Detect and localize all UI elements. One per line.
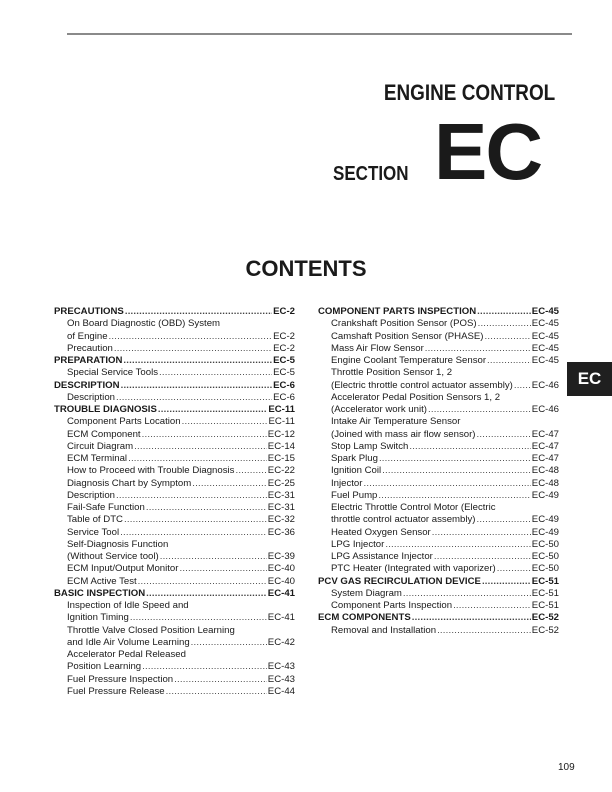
toc-entry-page: EC-49 [531, 489, 559, 501]
toc-entry-page: EC-43 [267, 661, 295, 673]
toc-entry-page: EC-5 [273, 367, 295, 379]
dot-leader [166, 686, 267, 698]
toc-entry-label: PTC Heater (Integrated with vaporizer) [331, 563, 496, 575]
toc-entry-page: EC-48 [531, 465, 559, 477]
toc-entry-page: EC-50 [531, 538, 559, 550]
toc-entry[interactable] [318, 429, 559, 441]
toc-entry-page: EC-11 [268, 404, 295, 415]
toc-entry-label: On Board Diagnostic (OBD) System [67, 318, 221, 330]
toc-entry [318, 392, 559, 404]
toc-entry-page: EC-22 [267, 465, 295, 477]
dot-leader [120, 527, 267, 539]
toc-entry[interactable] [318, 453, 559, 465]
toc-entry-page: EC-36 [267, 526, 295, 538]
toc-entry-label: TROUBLE DIAGNOSIS [54, 404, 157, 415]
toc-entry[interactable] [54, 441, 295, 453]
dot-leader [158, 404, 267, 416]
toc-entry-label: Mass Air Flow Sensor [331, 342, 424, 354]
toc-entry-page: EC-40 [267, 575, 295, 587]
toc-entry-label: Stop Lamp Switch [331, 440, 409, 452]
toc-entry-page: EC-45 [531, 355, 559, 366]
toc-entry [54, 649, 295, 661]
toc-entry[interactable] [54, 331, 295, 343]
toc-entry[interactable] [54, 367, 295, 379]
dot-leader [514, 380, 531, 392]
toc-entry[interactable] [318, 478, 559, 490]
toc-entry-page: EC-49 [531, 526, 559, 538]
toc-entry-label: Fuel Pump [331, 489, 378, 501]
toc-entry-page: EC-5 [273, 355, 295, 366]
section-code: EC [434, 107, 542, 196]
toc-entry-page: EC-46 [531, 404, 559, 415]
toc-entry-label: ECM Input/Output Monitor [67, 563, 179, 575]
toc-entry[interactable] [318, 490, 559, 502]
toc-entry [54, 625, 295, 637]
dot-leader [114, 343, 272, 355]
toc-entry[interactable] [54, 502, 295, 514]
toc-entry[interactable] [54, 453, 295, 465]
dot-leader [146, 502, 267, 514]
toc-entry[interactable] [54, 404, 295, 416]
toc-entry-label: LPG Assistance Injector [331, 551, 433, 562]
toc-entry-label: Fuel Pressure Inspection [67, 673, 174, 685]
dot-leader [403, 588, 531, 600]
toc-entry-label: How to Proceed with Trouble Diagnosis [67, 465, 235, 477]
dot-leader [179, 563, 266, 575]
toc-entry[interactable] [318, 539, 559, 551]
toc-entry [318, 367, 559, 379]
toc-entry-label: Precaution [67, 342, 113, 354]
toc-entry-page: EC-47 [531, 440, 559, 452]
toc-entry[interactable] [54, 355, 295, 367]
dot-leader [437, 625, 531, 637]
dot-leader [477, 514, 531, 526]
dot-leader [182, 416, 268, 428]
dot-leader [109, 331, 273, 343]
toc-entry-label: Electric Throttle Control Motor (Electric [331, 502, 496, 513]
toc-entry[interactable] [318, 551, 559, 563]
toc-entry[interactable] [318, 612, 559, 624]
toc-entry-label: Table of DTC [67, 514, 123, 526]
toc-entry [54, 318, 295, 330]
toc-entry-label: Accelerator Pedal Position Sensors 1, 2 [331, 391, 501, 403]
dot-leader [379, 453, 531, 465]
toc-entry[interactable] [54, 380, 295, 392]
toc-entry-label: Fail-Safe Function [67, 502, 145, 513]
toc-entry[interactable] [54, 563, 295, 575]
toc-entry-page: EC-42 [267, 636, 295, 648]
toc-entry-page: EC-12 [267, 428, 295, 440]
toc-entry-label: Throttle Position Sensor 1, 2 [331, 367, 453, 379]
toc-entry-page: EC-25 [267, 477, 295, 489]
dot-leader [497, 563, 531, 575]
toc-entry-label: (Joined with mass air flow sensor) [331, 428, 476, 440]
toc-entry[interactable] [318, 441, 559, 453]
toc-entry-page: EC-2 [273, 330, 295, 342]
toc-entry-label: Spark Plug [331, 453, 378, 464]
dot-leader [191, 637, 267, 649]
toc-entry[interactable] [54, 661, 295, 673]
toc-entry-page: EC-50 [531, 563, 559, 575]
dot-leader [412, 612, 531, 624]
toc-entry[interactable] [318, 600, 559, 612]
toc-entry[interactable] [54, 637, 295, 649]
toc-entry-page: EC-46 [531, 379, 559, 391]
toc-entry-label: DESCRIPTION [54, 379, 120, 391]
section-tab[interactable]: EC [567, 362, 612, 396]
toc-entry[interactable] [54, 343, 295, 355]
toc-entry-label: (Electric throttle control actuator assembly) [331, 379, 513, 391]
toc-entry-label: Description [67, 391, 115, 403]
toc-entry-page: EC-45 [531, 342, 559, 354]
toc-entry-page: EC-39 [267, 551, 295, 562]
toc-entry-label: PCV GAS RECIRCULATION DEVICE [318, 575, 481, 587]
toc-entry-page: EC-44 [267, 685, 295, 697]
toc-entry[interactable] [318, 625, 559, 637]
toc-entry-page: EC-50 [531, 551, 559, 562]
toc-entry-page: EC-15 [267, 453, 295, 464]
toc-entry-label: (Accelerator work unit) [331, 404, 427, 415]
contents-heading: CONTENTS [245, 256, 367, 281]
dot-leader [378, 490, 530, 502]
dot-leader [487, 355, 531, 367]
toc-entry-label: ECM Active Test [67, 575, 137, 587]
toc-entry-label: BASIC INSPECTION [54, 587, 146, 599]
toc-entry-page: EC-45 [531, 318, 559, 330]
toc-entry-page: EC-6 [273, 379, 295, 391]
toc-entry-label: System Diagram [331, 587, 402, 599]
section-label: SECTION [333, 163, 409, 185]
dot-leader [477, 306, 531, 318]
toc-entry-label: Circuit Diagram [67, 440, 134, 452]
dot-leader [128, 453, 267, 465]
toc-entry-page: EC-2 [273, 306, 295, 317]
toc-entry-label: Service Tool [67, 526, 120, 538]
toc-entry[interactable] [318, 331, 559, 343]
toc-entry-page: EC-11 [268, 416, 295, 428]
dot-leader [121, 380, 273, 392]
toc-entry[interactable] [318, 588, 559, 600]
toc-entry[interactable] [54, 392, 295, 404]
toc-entry-label: Component Parts Location [67, 416, 181, 428]
dot-leader [130, 612, 267, 624]
dot-leader [134, 441, 267, 453]
toc-entry-label: ECM COMPONENTS [318, 612, 411, 624]
document-title: ENGINE CONTROL [383, 80, 555, 105]
toc-entry-page: EC-45 [531, 306, 559, 317]
dot-leader [485, 331, 531, 343]
toc-entry-label: of Engine [67, 330, 108, 342]
dot-leader [124, 514, 267, 526]
toc-entry-label: throttle control actuator assembly) [331, 514, 476, 526]
toc-entry-page: EC-43 [267, 673, 295, 685]
toc-entry-label: PRECAUTIONS [54, 306, 124, 317]
toc-entry[interactable] [54, 514, 295, 526]
toc-entry-label: ECM Terminal [67, 453, 128, 464]
dot-leader [409, 441, 530, 453]
toc-entry[interactable] [54, 429, 295, 441]
toc-entry-label: Engine Coolant Temperature Sensor [331, 355, 487, 366]
dot-leader [428, 404, 531, 416]
toc-entry-label: COMPONENT PARTS INSPECTION [318, 306, 477, 317]
dot-leader [142, 429, 267, 441]
dot-leader [142, 661, 267, 673]
toc-entry-page: EC-49 [531, 514, 559, 526]
top-rule [67, 33, 572, 35]
dot-leader [363, 478, 530, 490]
toc-entry-label: Camshaft Position Sensor (PHASE) [331, 330, 484, 342]
dot-leader [116, 490, 267, 502]
toc-entry-page: EC-51 [531, 600, 559, 611]
toc-entry[interactable] [54, 588, 295, 600]
toc-entry-label: Position Learning [67, 661, 142, 673]
toc-entry[interactable] [318, 563, 559, 575]
toc-entry-page: EC-47 [531, 428, 559, 440]
toc-entry[interactable] [54, 416, 295, 428]
toc-entry-label: Heated Oxygen Sensor [331, 526, 431, 538]
dot-leader [425, 343, 531, 355]
toc-entry[interactable] [54, 490, 295, 502]
toc-entry[interactable] [54, 612, 295, 624]
toc-entry-label: Accelerator Pedal Released [67, 649, 186, 660]
toc-entry[interactable] [318, 465, 559, 477]
toc-entry-page: EC-31 [267, 489, 295, 501]
dot-leader [235, 465, 266, 477]
toc-entry-page: EC-41 [267, 612, 295, 624]
page-number: 109 [558, 762, 575, 773]
toc-entry[interactable] [318, 576, 559, 588]
toc-entry[interactable] [54, 576, 295, 588]
toc-entry-page: EC-32 [267, 514, 295, 526]
toc-entry[interactable] [54, 306, 295, 318]
dot-leader [477, 429, 531, 441]
toc-entry[interactable] [318, 380, 559, 392]
toc-entry-label: LPG Injector [331, 538, 385, 550]
dot-leader [174, 674, 267, 686]
toc-entry-label: Crankshaft Position Sensor (POS) [331, 318, 477, 330]
dot-leader [160, 551, 267, 563]
dot-leader [432, 527, 531, 539]
dot-leader [385, 539, 530, 551]
toc-entry-page: EC-41 [267, 587, 295, 599]
toc-entry-label: Ignition Timing [67, 612, 129, 624]
dot-leader [478, 318, 531, 330]
toc-entry-label: Special Service Tools [67, 367, 159, 379]
dot-leader [125, 306, 272, 318]
toc-entry-label: Self-Diagnosis Function [67, 538, 169, 550]
toc-entry-page: EC-2 [273, 342, 295, 354]
toc-entry [54, 539, 295, 551]
toc-entry-label: Diagnosis Chart by Symptom [67, 477, 192, 489]
toc-entry-page: EC-31 [267, 502, 295, 513]
toc-entry[interactable] [54, 527, 295, 539]
dot-leader [453, 600, 531, 612]
toc-entry-page: EC-52 [531, 624, 559, 636]
toc-entry[interactable] [318, 306, 559, 318]
dot-leader [382, 465, 531, 477]
toc-entry-label: Ignition Coil [331, 465, 382, 477]
toc-entry-label: Inspection of Idle Speed and [67, 600, 189, 611]
toc-entry [54, 600, 295, 612]
toc-entry-label: Component Parts Inspection [331, 600, 453, 611]
toc-entry-label: and Idle Air Volume Learning [67, 636, 190, 648]
dot-leader [159, 367, 272, 379]
toc-entry-label: PREPARATION [54, 355, 123, 366]
toc-entry-label: ECM Component [67, 428, 141, 440]
toc-entry-label: Intake Air Temperature Sensor [331, 416, 461, 428]
toc-entry-label: Injector [331, 477, 363, 489]
toc-entry[interactable] [318, 343, 559, 355]
toc-entry[interactable] [318, 514, 559, 526]
toc-entry[interactable] [318, 318, 559, 330]
toc-entry[interactable] [54, 465, 295, 477]
toc-entry-page: EC-47 [531, 453, 559, 464]
toc-entry[interactable] [54, 478, 295, 490]
toc-entry[interactable] [54, 674, 295, 686]
toc-entry[interactable] [318, 527, 559, 539]
toc-entry-page: EC-51 [531, 587, 559, 599]
dot-leader [482, 576, 531, 588]
toc-entry-label: Throttle Valve Closed Position Learning [67, 624, 235, 636]
dot-leader [123, 355, 272, 367]
dot-leader [138, 576, 267, 588]
toc-entry[interactable] [318, 355, 559, 367]
toc-entry[interactable] [54, 551, 295, 563]
toc-entry-label: Fuel Pressure Release [67, 685, 165, 697]
toc-entry[interactable] [318, 404, 559, 416]
toc-entry-page: EC-6 [273, 391, 295, 403]
dot-leader [434, 551, 531, 563]
toc-right-column [318, 306, 559, 637]
toc-entry-label: (Without Service tool) [67, 551, 159, 562]
toc-entry-page: EC-48 [531, 477, 559, 489]
toc-entry-page: EC-45 [531, 330, 559, 342]
toc-entry-label: Removal and Installation [331, 624, 437, 636]
toc-entry-page: EC-52 [531, 612, 559, 624]
dot-leader [116, 392, 272, 404]
toc-entry [318, 416, 559, 428]
dot-leader [146, 588, 267, 600]
toc-entry-page: EC-51 [531, 575, 559, 587]
toc-entry-page: EC-40 [267, 563, 295, 575]
toc-entry [318, 502, 559, 514]
toc-left-column [54, 306, 295, 698]
dot-leader [192, 478, 267, 490]
toc-entry[interactable] [54, 686, 295, 698]
toc-entry-label: Description [67, 489, 115, 501]
toc-entry-page: EC-14 [267, 440, 295, 452]
